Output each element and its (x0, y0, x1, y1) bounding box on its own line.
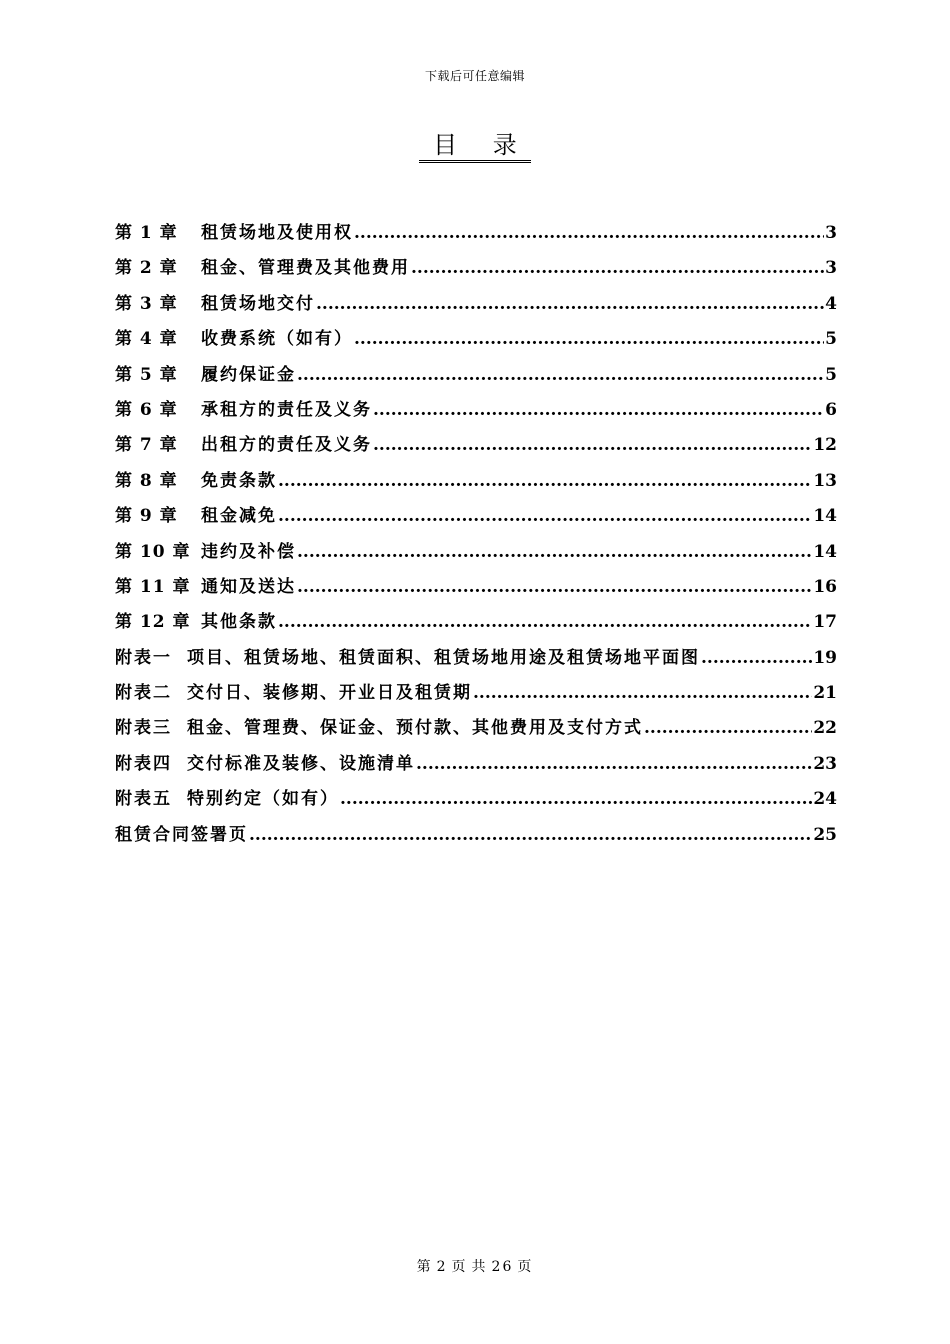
footer-suffix: 页 (517, 1259, 534, 1275)
page-footer (0, 1256, 950, 1276)
toc-entry-page-number: 5 (825, 329, 837, 350)
toc-entry-title: 租金、管理费、保证金、预付款、其他费用及支付方式 (187, 718, 643, 739)
toc-entry-title: 通知及送达 (201, 576, 296, 597)
toc-dot-leader (340, 789, 812, 809)
toc-entry-page-number: 19 (813, 647, 837, 668)
toc-dot-leader (373, 400, 824, 420)
toc-entry-label: 附表一 (115, 647, 172, 668)
toc-entry[interactable] (115, 643, 837, 678)
toc-entry-title: 出租方的责任及义务 (201, 435, 372, 456)
toc-title-container (0, 130, 950, 163)
toc-entry-label: 第 7 章 (115, 435, 178, 456)
toc-dot-leader (644, 718, 812, 738)
toc-entry-title: 违约及补偿 (201, 541, 296, 562)
toc-entry[interactable] (115, 253, 837, 288)
toc-entry[interactable] (115, 820, 837, 855)
toc-entry-title: 承租方的责任及义务 (201, 399, 372, 420)
toc-entry-label: 第 1 章 (115, 223, 178, 243)
footer-current-page: 2 (436, 1259, 448, 1275)
toc-entry[interactable] (115, 749, 837, 784)
header-note: 下载后可任意编辑 (424, 69, 525, 83)
toc-dot-leader (411, 258, 824, 278)
toc-entry-label: 第 5 章 (115, 364, 178, 385)
toc-entry-label: 附表五 (115, 789, 172, 810)
toc-entry-page-number: 21 (813, 683, 837, 704)
toc-entry[interactable] (115, 572, 837, 607)
toc-entry-page-number: 22 (813, 718, 837, 739)
toc-dot-leader (278, 471, 812, 491)
toc-entry-page-number: 5 (825, 364, 837, 385)
toc-entry[interactable] (115, 360, 837, 395)
toc-entry-title: 履约保证金 (201, 364, 296, 385)
toc-entry[interactable] (115, 678, 837, 713)
toc-entry[interactable] (115, 784, 837, 819)
toc-dot-leader (278, 612, 812, 632)
toc-entry-page-number: 14 (813, 541, 837, 562)
toc-entry-page-number: 17 (813, 612, 837, 633)
toc-entry-title: 其他条款 (201, 612, 277, 633)
toc-entry-page-number: 4 (825, 293, 837, 314)
toc-title: 目 录 (419, 130, 531, 163)
toc-entry[interactable] (115, 466, 837, 501)
footer-page-word: 页 (451, 1259, 468, 1275)
toc-entry[interactable] (115, 324, 837, 359)
toc-entry-label: 第 6 章 (115, 399, 178, 420)
toc-dot-leader (278, 506, 812, 526)
toc-dot-leader (473, 683, 812, 703)
toc-entry-page-number: 12 (813, 435, 837, 456)
toc-entry-title: 交付标准及装修、设施清单 (187, 753, 415, 774)
toc-entry-title: 租赁场地交付 (201, 293, 315, 314)
toc-entry-page-number: 6 (825, 399, 837, 420)
toc-entry-label: 第 12 章 (115, 612, 191, 633)
toc-entry-title: 项目、租赁场地、租赁面积、租赁场地用途及租赁场地平面图 (187, 647, 700, 668)
toc-entry-page-number: 3 (825, 223, 837, 243)
toc-entry-title: 租赁场地及使用权 (201, 223, 353, 243)
toc-entry-label: 第 10 章 (115, 541, 191, 562)
toc-entry-page-number: 3 (825, 258, 837, 279)
toc-entry-label: 第 2 章 (115, 258, 178, 279)
toc-entry-title: 收费系统（如有） (201, 329, 353, 350)
toc-dot-leader (701, 648, 812, 668)
toc-entry[interactable] (115, 430, 837, 465)
toc-entry-label: 第 3 章 (115, 293, 178, 314)
toc-entry-page-number: 25 (813, 824, 837, 845)
toc-entry-page-number: 24 (813, 789, 837, 810)
toc-dot-leader (249, 825, 812, 845)
toc-dot-leader (297, 577, 812, 597)
toc-dot-leader (316, 294, 824, 314)
table-of-contents (115, 218, 837, 855)
toc-entry-label: 第 8 章 (115, 470, 178, 491)
footer-total-pages: 26 (491, 1259, 514, 1275)
toc-entry-label: 附表三 (115, 718, 172, 739)
toc-entry[interactable] (115, 537, 837, 572)
footer-total-prefix: 共 (471, 1259, 488, 1275)
toc-entry-page-number: 14 (813, 506, 837, 527)
toc-entry-page-number: 13 (813, 470, 837, 491)
toc-entry-label: 第 4 章 (115, 329, 178, 350)
toc-entry[interactable] (115, 713, 837, 748)
toc-dot-leader (297, 365, 824, 385)
toc-entry-label: 附表四 (115, 753, 172, 774)
toc-dot-leader (416, 754, 812, 774)
toc-dot-leader (373, 435, 812, 455)
toc-entry-title: 免责条款 (201, 470, 277, 491)
toc-entry[interactable] (115, 501, 837, 536)
toc-entry[interactable] (115, 607, 837, 642)
toc-entry[interactable] (115, 218, 837, 253)
toc-dot-leader (354, 329, 824, 349)
toc-entry[interactable] (115, 395, 837, 430)
toc-dot-leader (297, 542, 812, 562)
toc-entry[interactable] (115, 289, 837, 324)
toc-dot-leader (354, 223, 824, 243)
footer-prefix: 第 (416, 1259, 433, 1275)
toc-entry-title: 租金、管理费及其他费用 (201, 258, 410, 279)
toc-entry-page-number: 16 (813, 576, 837, 597)
toc-entry-title: 交付日、装修期、开业日及租赁期 (187, 683, 472, 704)
toc-entry-page-number: 23 (813, 753, 837, 774)
toc-entry-label: 附表二 (115, 683, 172, 704)
toc-entry-label: 第 11 章 (115, 576, 191, 597)
toc-entry-title: 租金减免 (201, 506, 277, 527)
toc-entry-title: 特别约定（如有） (187, 789, 339, 810)
toc-entry-title: 租赁合同签署页 (115, 824, 248, 845)
toc-entry-label: 第 9 章 (115, 506, 178, 527)
